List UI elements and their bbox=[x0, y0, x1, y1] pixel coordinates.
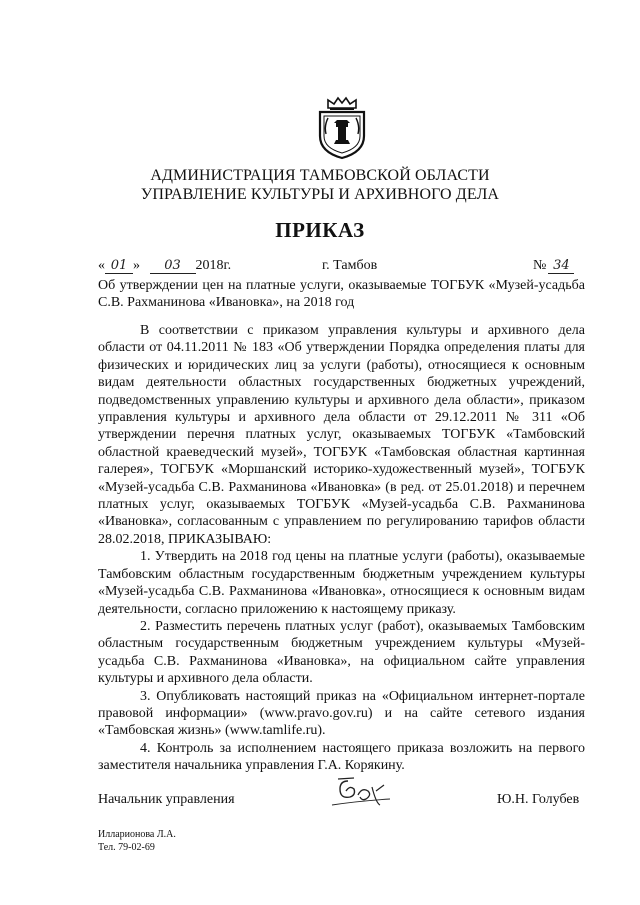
department-name: УПРАВЛЕНИЕ КУЛЬТУРЫ И АРХИВНОГО ДЕЛА bbox=[140, 186, 500, 203]
preamble-paragraph: В соответствии с приказом управления культуры и архивного дела области от 04.11.2011 № 183 «Об утверждении Порядка определения платы для физических и юридических лиц за услуги (работы), относящиеся к основным видам деятельности областных государственных бюджетных учреждений, подведомственных управлению культуры и архивного дела области», приказом управления культуры и архивного дела области от 29.12.2011 № 311 «Об утверждении перечня платных услуг, оказываемых ТОГБУК «Тамбовский областной краеведческий музей», ТОГБУК «Тамбовская областная картинная галерея», ТОГБУК «Моршанский историко-художественный музей», ТОГБУК «Музей-усадьба С.В. Рахманинова «Ивановка» (в ред. от 25.01.2018) и перечнем платных услуг, оказываемых ТОГБУК «Музей-усадьба С.В. Рахманинова «Ивановка», согласованным с управлением по регулированию тарифов области 28.02.2018, ПРИКАЗЫВАЮ: bbox=[98, 323, 585, 547]
handwritten-signature bbox=[328, 775, 396, 809]
date-open-quote: « bbox=[98, 258, 105, 273]
tambov-coat-of-arms-icon bbox=[314, 96, 370, 160]
order-item: 4. Контроль за исполнением настоящего приказа возложить на первого заместителя начальника управления Г.А. Корякину. bbox=[98, 740, 585, 774]
date-year: 2018г. bbox=[195, 258, 232, 273]
document-body bbox=[98, 322, 585, 775]
document-city: г. Тамбов bbox=[322, 258, 378, 273]
date-close-quote: » bbox=[133, 258, 140, 273]
executor-name: Илларионова Л.А. bbox=[98, 829, 176, 840]
date-day: 01 bbox=[105, 258, 133, 274]
number-label: № bbox=[533, 258, 547, 273]
document-title: ПРИКАЗ bbox=[275, 218, 365, 242]
signatory-name: Ю.Н. Голубев bbox=[497, 792, 580, 807]
document-date bbox=[98, 258, 231, 274]
number-value: 34 bbox=[548, 258, 574, 274]
order-item: 3. Опубликовать настоящий приказ на «Официальном интернет-портале правовой информации» (www.pravo.gov.ru) и на сайте сетевого издания «Тамбовская жизнь» (www.tamlife.ru). bbox=[98, 688, 585, 739]
signatory-position: Начальник управления bbox=[98, 792, 235, 807]
org-name: АДМИНИСТРАЦИЯ ТАМБОВСКОЙ ОБЛАСТИ bbox=[150, 167, 490, 184]
order-item: 1. Утвердить на 2018 год цены на платные услуги (работы), оказываемые Тамбовским областным государственным бюджетным учреждением культуры «Музей-усадьба С.В. Рахманинова «Ивановка», относящиеся к основным видам деятельности, согласно приложению к настоящему приказу. bbox=[98, 549, 585, 617]
date-month: 03 bbox=[150, 258, 196, 274]
document-subject: Об утверждении цен на платные услуги, оказываемые ТОГБУК «Музей-усадьба С.В. Рахманинова «Ивановка», на 2018 год bbox=[98, 278, 585, 310]
order-item: 2. Разместить перечень платных услуг (работ), оказываемых Тамбовским областным государственным бюджетным учреждением культуры «Музей-усадьба С.В. Рахманинова «Ивановка», на официальном сайте управления культуры и архивного дела области. bbox=[98, 618, 585, 687]
executor-phone: Тел. 79-02-69 bbox=[98, 842, 155, 853]
document-number bbox=[533, 258, 574, 274]
